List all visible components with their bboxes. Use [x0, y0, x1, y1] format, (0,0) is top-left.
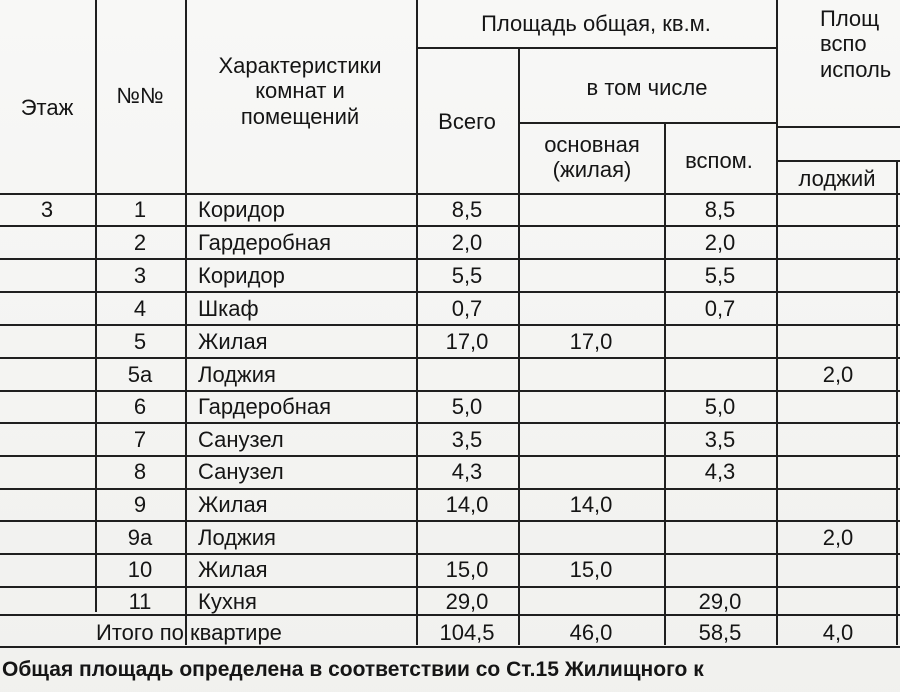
table-row-10-total: 14,0	[445, 492, 489, 517]
header-characteristics: Характеристики комнат и помещений	[218, 53, 382, 129]
grid-vertical-5	[664, 122, 666, 645]
table-row-1-number: 1	[133, 197, 147, 222]
table-row-2-total: 2,0	[451, 230, 483, 255]
row-line-11	[0, 553, 900, 555]
table-row-9-total: 4,3	[451, 459, 483, 484]
header-auxiliary: вспом.	[685, 148, 753, 173]
table-row-2-aux: 2,0	[704, 230, 736, 255]
row-line-6	[0, 390, 900, 392]
table-row-1-floor: 3	[40, 197, 54, 222]
table-row-2-number: 2	[133, 230, 147, 255]
table-row-4-aux: 0,7	[704, 296, 736, 321]
table-row-11-number: 9а	[127, 525, 153, 550]
footer-note: Общая площадь определена в соответствии со Ст.15 Жилищного к	[2, 658, 704, 681]
header-number: №№	[116, 83, 164, 108]
header-loggias: лоджий	[798, 166, 876, 191]
header-area-total-group: Площадь общая, кв.м.	[481, 11, 711, 36]
table-row-1-room: Коридор	[198, 197, 285, 222]
table-row-9-room: Санузел	[198, 459, 284, 484]
row-line-5	[0, 357, 900, 359]
row-line-4	[0, 324, 900, 326]
row-line-9	[0, 488, 900, 490]
table-row-4-total: 0,7	[451, 296, 483, 321]
table-row-3-aux: 5,5	[704, 263, 736, 288]
table-row-3-room: Коридор	[198, 263, 285, 288]
table-row-7-number: 6	[133, 394, 147, 419]
grid-vertical-2	[185, 0, 187, 645]
table-row-12-room: Жилая	[198, 557, 268, 582]
table-row-10-room: Жилая	[198, 492, 268, 517]
header-line-loggia-top	[776, 160, 900, 162]
row-line-10	[0, 520, 900, 522]
summary-loggia: 4,0	[822, 620, 854, 645]
grid-vertical-3	[416, 0, 418, 645]
header-line-area-group	[416, 47, 778, 49]
table-row-1-total: 8,5	[451, 197, 483, 222]
table-row-9-aux: 4,3	[704, 459, 736, 484]
table-row-5-living: 17,0	[569, 329, 613, 354]
table-row-5-total: 17,0	[445, 329, 489, 354]
header-main-living: основная (жилая)	[544, 132, 640, 183]
table-row-7-aux: 5,0	[704, 394, 736, 419]
table-row-7-room: Гардеробная	[198, 394, 332, 419]
table-row-10-living: 14,0	[569, 492, 613, 517]
header-truncated-group: Площ вспо исполь	[820, 6, 892, 82]
table-row-13-room: Кухня	[198, 589, 257, 614]
summary-living: 46,0	[569, 620, 613, 645]
table-row-5-room: Жилая	[198, 329, 268, 354]
table-row-13-total: 29,0	[445, 589, 489, 614]
summary-aux: 58,5	[698, 620, 742, 645]
header-total: Всего	[438, 109, 496, 134]
table-row-3-number: 3	[133, 263, 147, 288]
table-row-12-total: 15,0	[445, 557, 489, 582]
table-row-12-living: 15,0	[569, 557, 613, 582]
table-row-2-room: Гардеробная	[198, 230, 332, 255]
table-row-8-number: 7	[133, 427, 147, 452]
row-line-3	[0, 291, 900, 293]
header-line-including	[518, 122, 776, 124]
summary-label: Итого по квартире	[96, 620, 282, 645]
row-line-7	[0, 422, 900, 424]
table-row-4-number: 4	[133, 296, 147, 321]
table-row-13-aux: 29,0	[698, 589, 742, 614]
row-line-1	[0, 225, 900, 227]
table-row-11-room: Лоджия	[198, 525, 276, 550]
header-line-right-group	[776, 126, 900, 128]
table-row-6-room: Лоджия	[198, 362, 276, 387]
table-row-10-number: 9	[133, 492, 147, 517]
header-including: в том числе	[586, 75, 708, 100]
table-row-8-room: Санузел	[198, 427, 284, 452]
table-row-3-total: 5,5	[451, 263, 483, 288]
row-line-2	[0, 258, 900, 260]
table-row-8-aux: 3,5	[704, 427, 736, 452]
table-row-5-number: 5	[133, 329, 147, 354]
table-row-6-loggia: 2,0	[822, 362, 854, 387]
table-row-13-number: 11	[128, 589, 152, 614]
table-row-12-number: 10	[127, 557, 153, 582]
table-row-6-number: 5а	[127, 362, 153, 387]
summary-total: 104,5	[439, 620, 495, 645]
grid-vertical-6	[776, 0, 778, 645]
table-row-4-room: Шкаф	[198, 296, 259, 321]
row-line-0	[0, 193, 900, 195]
row-line-14	[0, 646, 900, 648]
table-row-7-total: 5,0	[451, 394, 483, 419]
row-line-13	[0, 614, 900, 616]
table-row-9-number: 8	[133, 459, 147, 484]
grid-vertical-4	[518, 48, 520, 645]
table-row-8-total: 3,5	[451, 427, 483, 452]
table-row-11-loggia: 2,0	[822, 525, 854, 550]
row-line-12	[0, 586, 900, 588]
table-row-1-aux: 8,5	[704, 197, 736, 222]
header-floor: Этаж	[20, 95, 74, 120]
grid-vertical-7	[896, 162, 898, 645]
row-line-8	[0, 455, 900, 457]
